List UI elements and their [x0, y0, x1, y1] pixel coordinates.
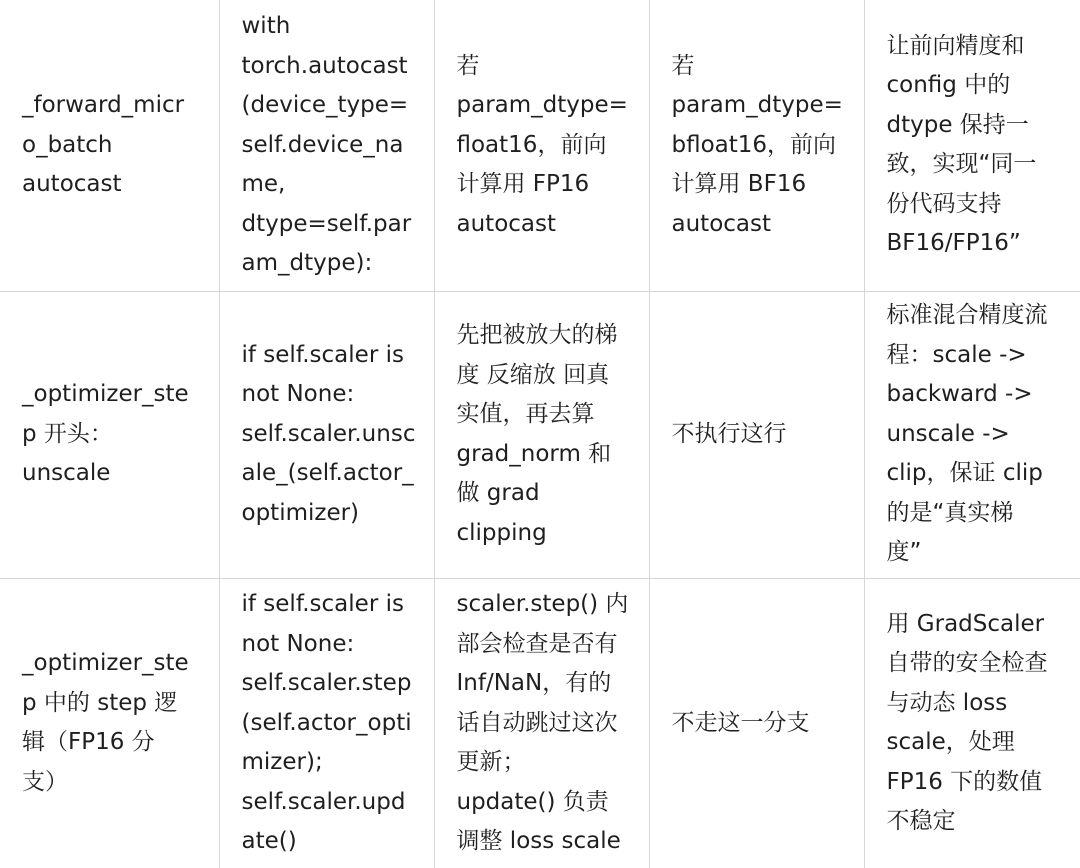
cell-text-line: p 中的 step 逻 [22, 689, 178, 716]
fp16-cell [434, 578, 649, 868]
bf16-cell [649, 578, 864, 868]
purpose-cell [864, 291, 1080, 578]
cell-text-line: 计算用 BF16 [671, 171, 807, 197]
cell-text-line: self.device_na [241, 131, 404, 158]
cell-text-line: dtype=self.par [241, 210, 412, 237]
cell-text-line: dtype 保持一 [886, 111, 1029, 138]
cell-text-line: 不执行这行 [671, 420, 787, 447]
cell-text-line: 若 [456, 52, 480, 79]
code-cell [219, 0, 434, 291]
cell-text-line: am_dtype): [241, 250, 373, 276]
cell-text-line: 用 GradScaler [886, 610, 1045, 637]
cell-text-line: param_dtype= [456, 92, 628, 118]
cell-text-line: 标准混合精度流 [886, 302, 1048, 329]
cell-text-line: _optimizer_ste [22, 381, 189, 408]
cell-text-line: autocast [22, 171, 122, 197]
cell-text-line: self.scaler.unsc [241, 420, 416, 447]
cell-text-line: if self.scaler is [241, 591, 404, 617]
cell-text-line: 致，实现“同一 [886, 151, 1037, 178]
table-row [0, 578, 1080, 868]
cell-text-line: self.scaler.upd [241, 788, 406, 815]
cell-text-line: 让前向精度和 [886, 32, 1025, 59]
cell-text-line: param_dtype= [671, 92, 843, 118]
cell-text-line: 份代码支持 [886, 190, 1002, 217]
cell-text-line: me, [241, 171, 286, 197]
cell-text-line: not None: [241, 381, 355, 408]
cell-text-line: (device_type= [241, 92, 409, 118]
cell-text-line: Inf/NaN，有的 [456, 670, 612, 696]
cell-text-line: with [241, 13, 291, 39]
cell-text-line: 度 反缩放 回真 [456, 361, 610, 388]
cell-text-line: 话自动跳过这次 [456, 709, 618, 736]
cell-text-line: 部会检查是否有 [456, 630, 618, 657]
cell-text-line: BF16/FP16” [886, 230, 1021, 257]
cell-text-line: clipping [456, 519, 547, 546]
cell-text-line: 实值，再去算 [456, 401, 595, 427]
code-cell [219, 291, 434, 578]
purpose-cell [864, 578, 1080, 868]
cell-text-line: 与动态 loss [886, 689, 1008, 716]
cell-text-line: 不稳定 [886, 808, 956, 835]
cell-text-line: FP16 下的数值 [886, 768, 1043, 795]
cell-text-line: ale_(self.actor_ [241, 460, 414, 487]
cell-text-line: p 开头： [22, 420, 113, 447]
cell-text-line: update() 负责 [456, 788, 609, 815]
cell-text-line: float16，前向 [456, 131, 607, 158]
method-cell [0, 291, 219, 578]
cell-text-line: grad_norm 和 [456, 440, 612, 467]
fp16-cell [434, 0, 649, 291]
cell-text-line: 调整 loss scale [456, 828, 621, 854]
cell-text-line: 更新； [456, 749, 526, 775]
cell-text-line: 度” [886, 539, 922, 566]
cell-text-line: optimizer) [241, 499, 360, 526]
cell-text-line: 辑（FP16 分 [22, 729, 155, 756]
cell-text-line: ate() [241, 828, 297, 854]
method-cell [0, 578, 219, 868]
table-row [0, 0, 1080, 291]
cell-text-line: if self.scaler is [241, 341, 404, 368]
cell-text-line: backward -> [886, 381, 1033, 408]
cell-text-line: (self.actor_opti [241, 709, 412, 736]
code-cell [219, 578, 434, 868]
cell-text-line: config 中的 [886, 72, 1011, 99]
cell-text-line: 程：scale -> [886, 341, 1027, 368]
cell-text-line: 自带的安全检查 [886, 650, 1048, 677]
cell-text-line: 若 [671, 52, 695, 79]
cell-text-line: torch.autocast [241, 52, 408, 79]
cell-text-line: 做 grad [456, 480, 540, 506]
cell-text-line: 支） [22, 768, 68, 795]
bf16-cell [649, 0, 864, 291]
cell-text-line: unscale -> [886, 420, 1010, 447]
cell-text-line: o_batch [22, 131, 113, 158]
cell-text-line: 先把被放大的梯 [456, 322, 618, 348]
bf16-cell [649, 291, 864, 578]
cell-text-line: mizer); [241, 749, 323, 775]
cell-text-line: autocast [456, 210, 557, 237]
cell-text-line: _optimizer_ste [22, 650, 189, 677]
cell-text-line: 计算用 FP16 [456, 171, 590, 197]
cell-text-line: 不走这一分支 [671, 709, 810, 736]
cell-text-line: unscale [22, 460, 111, 487]
cell-text-line: _forward_micr [22, 92, 185, 118]
cell-text-line: autocast [671, 210, 772, 237]
method-cell [0, 0, 219, 291]
cell-text-line: 的是“真实梯 [886, 499, 1014, 526]
cell-text-line: bfloat16，前向 [671, 131, 837, 158]
purpose-cell [864, 0, 1080, 291]
cell-text-line: self.scaler.step [241, 670, 412, 696]
cell-text-line: not None: [241, 630, 355, 657]
cell-text-line: clip，保证 clip [886, 460, 1043, 487]
table-row [0, 291, 1080, 578]
fp16-cell [434, 291, 649, 578]
cell-text-line: scaler.step() 内 [456, 591, 629, 617]
cell-text-line: scale，处理 [886, 729, 1015, 756]
